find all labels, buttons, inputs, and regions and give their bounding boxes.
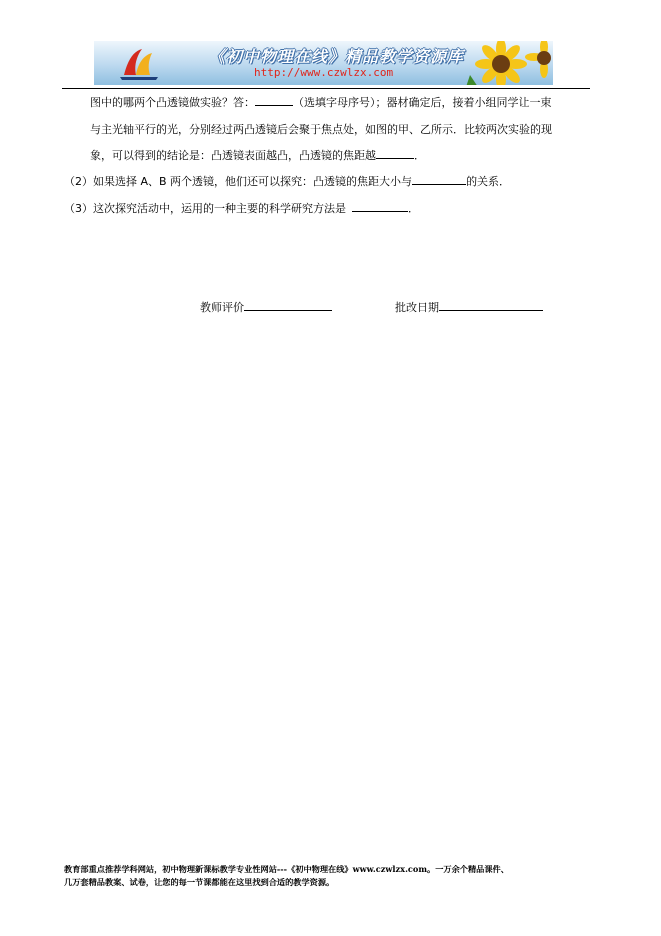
text-line-1: 图中的哪两个凸透镜做实验？答： （选填字母序号）；器材确定后，接着小组同学让一束 bbox=[90, 96, 552, 109]
answer-blank-3 bbox=[412, 173, 466, 185]
question-3: （3）这次探究活动中，运用的一种主要的科学研究方法是 ． bbox=[64, 202, 419, 215]
grading-date-blank bbox=[439, 299, 543, 311]
answer-blank-2 bbox=[376, 147, 414, 159]
site-logo-icon bbox=[118, 45, 160, 81]
footer-line-1: 教育部重点推荐学科网站，初中物理新课标教学专业性网站---《初中物理在线》www.czwlzx.com。一万余个精品课件、 bbox=[64, 864, 509, 874]
teacher-evaluation-blank bbox=[244, 299, 332, 311]
header-rule bbox=[62, 88, 590, 89]
answer-blank-4 bbox=[352, 200, 408, 212]
sunflower-image bbox=[456, 41, 553, 85]
teacher-evaluation: 教师评价 bbox=[200, 299, 332, 315]
question-2: （2）如果选择 A、B 两个透镜，他们还可以探究：凸透镜的焦距大小与 的关系． bbox=[64, 175, 511, 188]
answer-blank-1 bbox=[255, 94, 293, 106]
banner-title: 《初中物理在线》精品教学资源库 bbox=[209, 47, 465, 66]
banner-url[interactable]: http://www.czwlzx.com bbox=[254, 66, 394, 79]
text-line-2: 与主光轴平行的光，分别经过两凸透镜后会聚于焦点处，如图的甲、乙所示．比较两次实验的现 bbox=[90, 123, 552, 136]
grading-date: 批改日期 bbox=[395, 299, 543, 315]
text-line-3: 象，可以得到的结论是：凸透镜表面越凸，凸透镜的焦距越 ． bbox=[90, 149, 425, 162]
footer-line-2: 几万套精品教案、试卷，让您的每一节课都能在这里找到合适的教学资源。 bbox=[64, 877, 335, 887]
header-banner bbox=[94, 41, 553, 85]
